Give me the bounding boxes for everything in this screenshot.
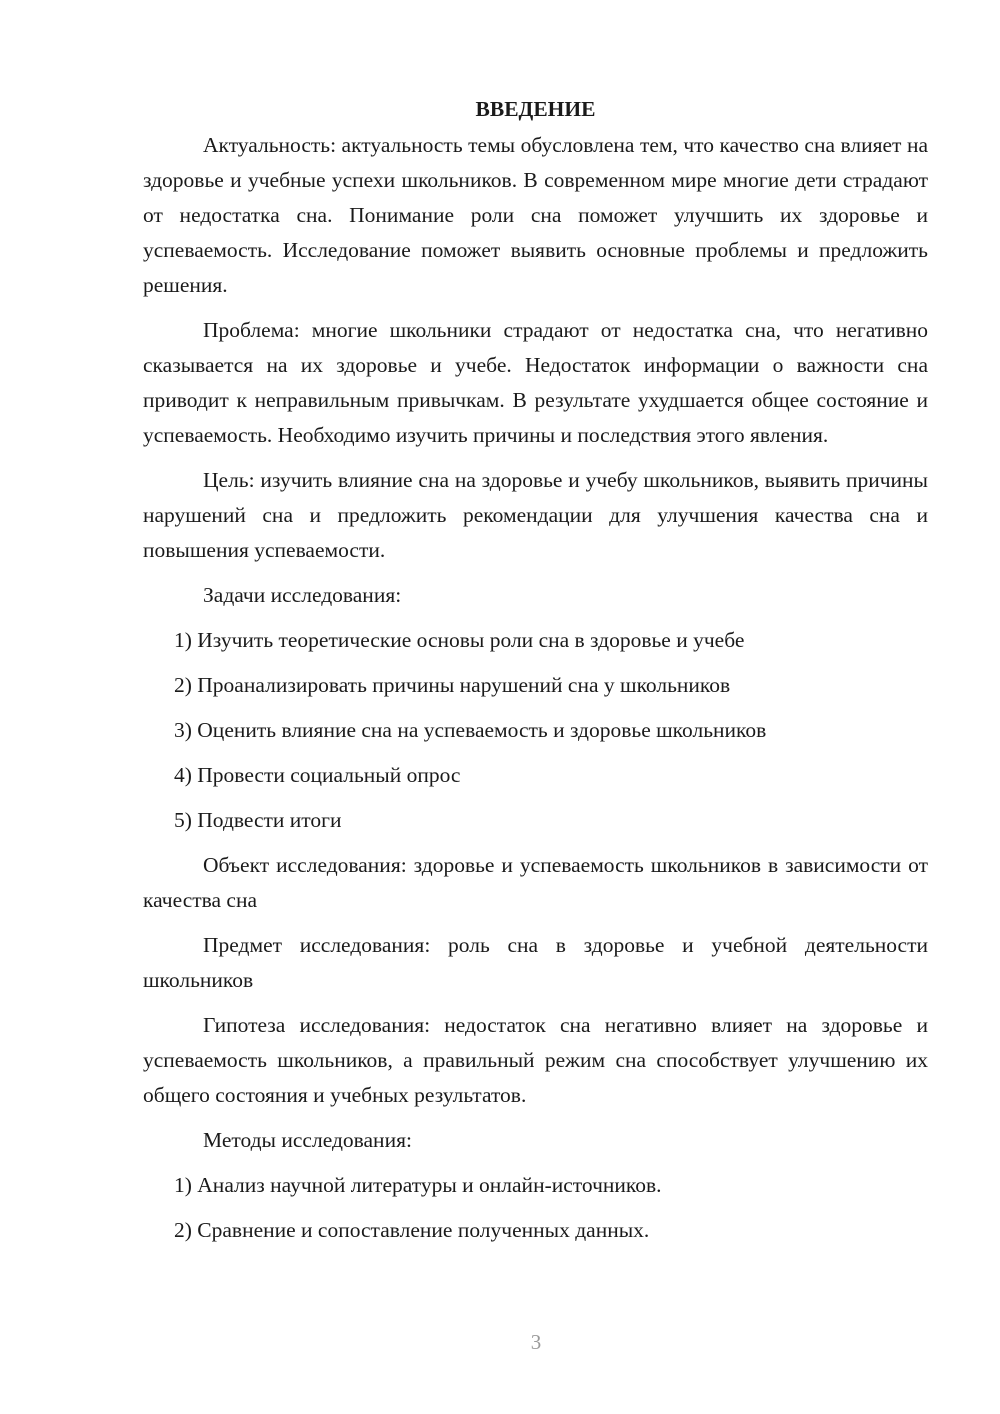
hypothesis-paragraph: Гипотеза исследования: недостаток сна негативно влияет на здоровье и успеваемость школьников, а правильный режим сна способствует улучшению их общего состояния и учебных результатов. bbox=[143, 1013, 928, 1107]
subject-paragraph: Предмет исследования: роль сна в здоровье и учебной деятельности школьников bbox=[143, 933, 928, 992]
list-item: 4) Провести социальный опрос bbox=[174, 763, 461, 787]
goal-paragraph: Цель: изучить влияние сна на здоровье и учебу школьников, выявить причины нарушений сна и предложить рекомендации для улучшения качества сна и повышения успеваемости. bbox=[143, 468, 928, 562]
object-paragraph: Объект исследования: здоровье и успеваемость школьников в зависимости от качества сна bbox=[143, 853, 928, 912]
list-item: 1) Изучить теоретические основы роли сна в здоровье и учебе bbox=[174, 628, 745, 652]
list-item: 5) Подвести итоги bbox=[174, 808, 342, 832]
tasks-list bbox=[143, 623, 928, 838]
problem-paragraph: Проблема: многие школьники страдают от недостатка сна, что негативно сказывается на их здоровье и учебе. Недостаток информации о важности сна приводит к неправильным привычкам. В результате ухудшается общее состояние и успеваемость. Необходимо изучить причины и последствия этого явления. bbox=[143, 318, 928, 447]
list-item: 2) Сравнение и сопоставление полученных данных. bbox=[174, 1218, 650, 1242]
list-item: 2) Проанализировать причины нарушений сна у школьников bbox=[174, 673, 731, 697]
page-title: ВВЕДЕНИЕ bbox=[475, 97, 596, 121]
methods-list bbox=[143, 1168, 928, 1248]
list-item: 3) Оценить влияние сна на успеваемость и здоровье школьников bbox=[174, 718, 767, 742]
methods-label: Методы исследования: bbox=[203, 1128, 412, 1152]
tasks-label: Задачи исследования: bbox=[203, 583, 402, 607]
document-page bbox=[143, 92, 928, 1258]
relevance-paragraph: Актуальность: актуальность темы обусловлена тем, что качество сна влияет на здоровье и учебные успехи школьников. В современном мире многие дети страдают от недостатка сна. Понимание роли сна поможет улучшить их здоровье и успеваемость. Исследование поможет выявить основные проблемы и предложить решения. bbox=[143, 133, 928, 297]
list-item: 1) Анализ научной литературы и онлайн-источников. bbox=[174, 1173, 662, 1197]
page-number: 3 bbox=[530, 1330, 542, 1354]
